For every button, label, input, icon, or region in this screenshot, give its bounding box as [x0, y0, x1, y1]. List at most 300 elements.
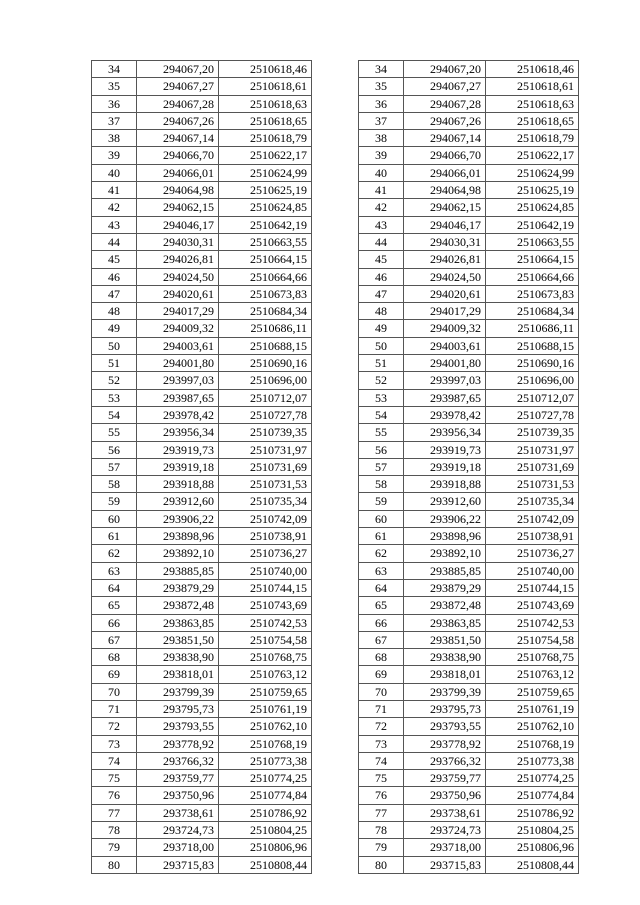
point-number-cell: 47: [92, 285, 137, 302]
point-number-cell: 70: [92, 683, 137, 700]
point-number-cell: 67: [359, 631, 404, 648]
y-coordinate-cell: 2510808,44: [219, 856, 312, 873]
point-number-cell: 80: [359, 856, 404, 873]
x-coordinate-cell: 294009,32: [404, 320, 486, 337]
table-row: [359, 545, 579, 562]
y-coordinate-cell: 2510618,65: [219, 112, 312, 129]
y-coordinate-cell: 2510618,46: [219, 61, 312, 78]
point-number-cell: 75: [92, 770, 137, 787]
x-coordinate-cell: 293724,73: [404, 822, 486, 839]
table-row: [359, 441, 579, 458]
table-row: [359, 355, 579, 372]
x-coordinate-cell: 293918,88: [404, 476, 486, 493]
y-coordinate-cell: 2510664,66: [219, 268, 312, 285]
table-row: [92, 389, 312, 406]
y-coordinate-cell: 2510712,07: [219, 389, 312, 406]
table-row: [359, 199, 579, 216]
x-coordinate-cell: 293978,42: [137, 406, 219, 423]
y-coordinate-cell: 2510624,99: [486, 164, 579, 181]
table-row: [359, 406, 579, 423]
point-number-cell: 80: [92, 856, 137, 873]
table-row: [359, 700, 579, 717]
y-coordinate-cell: 2510731,69: [486, 458, 579, 475]
table-row: [359, 320, 579, 337]
table-row: [359, 130, 579, 147]
point-number-cell: 41: [92, 182, 137, 199]
table-row: [359, 597, 579, 614]
table-row: [359, 510, 579, 527]
point-number-cell: 74: [92, 752, 137, 769]
y-coordinate-cell: 2510759,65: [219, 683, 312, 700]
y-coordinate-cell: 2510618,65: [486, 112, 579, 129]
x-coordinate-cell: 294064,98: [404, 182, 486, 199]
x-coordinate-cell: 293987,65: [404, 389, 486, 406]
point-number-cell: 67: [92, 631, 137, 648]
table-row: [92, 579, 312, 596]
y-coordinate-cell: 2510624,99: [219, 164, 312, 181]
x-coordinate-cell: 293919,73: [137, 441, 219, 458]
y-coordinate-cell: 2510768,75: [219, 649, 312, 666]
y-coordinate-cell: 2510761,19: [486, 700, 579, 717]
x-coordinate-cell: 293778,92: [404, 735, 486, 752]
point-number-cell: 66: [359, 614, 404, 631]
x-coordinate-cell: 293919,73: [404, 441, 486, 458]
y-coordinate-cell: 2510740,00: [219, 562, 312, 579]
table-row: [92, 752, 312, 769]
point-number-cell: 71: [359, 700, 404, 717]
point-number-cell: 71: [92, 700, 137, 717]
y-coordinate-cell: 2510618,61: [486, 78, 579, 95]
point-number-cell: 52: [359, 372, 404, 389]
table-row: [359, 752, 579, 769]
y-coordinate-cell: 2510690,16: [486, 355, 579, 372]
x-coordinate-cell: 293997,03: [404, 372, 486, 389]
point-number-cell: 55: [92, 424, 137, 441]
y-coordinate-cell: 2510763,12: [486, 666, 579, 683]
x-coordinate-cell: 293851,50: [137, 631, 219, 648]
table-row: [359, 372, 579, 389]
point-number-cell: 70: [359, 683, 404, 700]
y-coordinate-cell: 2510768,19: [486, 735, 579, 752]
table-row: [92, 78, 312, 95]
y-coordinate-cell: 2510806,96: [486, 839, 579, 856]
x-coordinate-cell: 294024,50: [137, 268, 219, 285]
table-row: [359, 164, 579, 181]
y-coordinate-cell: 2510684,34: [219, 303, 312, 320]
y-coordinate-cell: 2510690,16: [219, 355, 312, 372]
table-row: [92, 458, 312, 475]
table-row: [359, 389, 579, 406]
point-number-cell: 39: [92, 147, 137, 164]
y-coordinate-cell: 2510742,09: [219, 510, 312, 527]
point-number-cell: 35: [359, 78, 404, 95]
y-coordinate-cell: 2510739,35: [219, 424, 312, 441]
table-row: [92, 355, 312, 372]
y-coordinate-cell: 2510686,11: [486, 320, 579, 337]
point-number-cell: 44: [92, 233, 137, 250]
point-number-cell: 36: [92, 95, 137, 112]
y-coordinate-cell: 2510774,84: [486, 787, 579, 804]
table-row: [92, 562, 312, 579]
point-number-cell: 61: [359, 528, 404, 545]
y-coordinate-cell: 2510686,11: [219, 320, 312, 337]
point-number-cell: 72: [92, 718, 137, 735]
point-number-cell: 35: [92, 78, 137, 95]
x-coordinate-cell: 293759,77: [137, 770, 219, 787]
table-row: [359, 216, 579, 233]
point-number-cell: 77: [92, 804, 137, 821]
table-row: [359, 78, 579, 95]
y-coordinate-cell: 2510731,69: [219, 458, 312, 475]
x-coordinate-cell: 293851,50: [404, 631, 486, 648]
table-row: [359, 493, 579, 510]
table-row: [92, 528, 312, 545]
y-coordinate-cell: 2510618,61: [219, 78, 312, 95]
x-coordinate-cell: 293912,60: [404, 493, 486, 510]
y-coordinate-cell: 2510696,00: [486, 372, 579, 389]
point-number-cell: 48: [359, 303, 404, 320]
y-coordinate-cell: 2510773,38: [219, 752, 312, 769]
y-coordinate-cell: 2510742,53: [219, 614, 312, 631]
point-number-cell: 43: [359, 216, 404, 233]
point-number-cell: 51: [359, 355, 404, 372]
table-row: [359, 804, 579, 821]
point-number-cell: 79: [359, 839, 404, 856]
x-coordinate-cell: 293778,92: [137, 735, 219, 752]
table-row: [359, 614, 579, 631]
table-row: [359, 61, 579, 78]
x-coordinate-cell: 293885,85: [137, 562, 219, 579]
table-row: [92, 441, 312, 458]
table-row: [92, 61, 312, 78]
y-coordinate-cell: 2510806,96: [219, 839, 312, 856]
table-row: [359, 631, 579, 648]
x-coordinate-cell: 293892,10: [137, 545, 219, 562]
table-row: [92, 233, 312, 250]
y-coordinate-cell: 2510786,92: [486, 804, 579, 821]
x-coordinate-cell: 293892,10: [404, 545, 486, 562]
table-row: [359, 424, 579, 441]
table-row: [92, 320, 312, 337]
point-number-cell: 65: [359, 597, 404, 614]
point-number-cell: 69: [359, 666, 404, 683]
x-coordinate-cell: 294064,98: [137, 182, 219, 199]
point-number-cell: 68: [359, 649, 404, 666]
table-row: [92, 614, 312, 631]
table-row: [92, 735, 312, 752]
table-row: [359, 683, 579, 700]
table-row: [359, 337, 579, 354]
point-number-cell: 49: [359, 320, 404, 337]
table-row: [359, 562, 579, 579]
point-number-cell: 51: [92, 355, 137, 372]
table-row: [359, 822, 579, 839]
x-coordinate-cell: 294067,20: [404, 61, 486, 78]
point-number-cell: 46: [359, 268, 404, 285]
y-coordinate-cell: 2510762,10: [486, 718, 579, 735]
x-coordinate-cell: 294001,80: [404, 355, 486, 372]
point-number-cell: 66: [92, 614, 137, 631]
x-coordinate-cell: 293766,32: [404, 752, 486, 769]
point-number-cell: 73: [359, 735, 404, 752]
x-coordinate-cell: 294046,17: [404, 216, 486, 233]
table-row: [359, 303, 579, 320]
y-coordinate-cell: 2510696,00: [219, 372, 312, 389]
point-number-cell: 37: [92, 112, 137, 129]
point-number-cell: 39: [359, 147, 404, 164]
table-row: [92, 787, 312, 804]
y-coordinate-cell: 2510742,09: [486, 510, 579, 527]
y-coordinate-cell: 2510742,53: [486, 614, 579, 631]
y-coordinate-cell: 2510731,53: [486, 476, 579, 493]
x-coordinate-cell: 294067,26: [404, 112, 486, 129]
y-coordinate-cell: 2510736,27: [486, 545, 579, 562]
x-coordinate-cell: 294067,28: [137, 95, 219, 112]
y-coordinate-cell: 2510688,15: [486, 337, 579, 354]
y-coordinate-cell: 2510740,00: [486, 562, 579, 579]
point-number-cell: 75: [359, 770, 404, 787]
x-coordinate-cell: 293879,29: [404, 579, 486, 596]
table-row: [92, 303, 312, 320]
y-coordinate-cell: 2510618,46: [486, 61, 579, 78]
point-number-cell: 62: [359, 545, 404, 562]
x-coordinate-cell: 293956,34: [404, 424, 486, 441]
y-coordinate-cell: 2510754,58: [486, 631, 579, 648]
point-number-cell: 58: [359, 476, 404, 493]
point-number-cell: 57: [92, 458, 137, 475]
point-number-cell: 63: [359, 562, 404, 579]
point-number-cell: 76: [359, 787, 404, 804]
x-coordinate-cell: 293799,39: [137, 683, 219, 700]
table-row: [359, 285, 579, 302]
point-number-cell: 53: [359, 389, 404, 406]
point-number-cell: 74: [359, 752, 404, 769]
point-number-cell: 36: [359, 95, 404, 112]
x-coordinate-cell: 294001,80: [137, 355, 219, 372]
point-number-cell: 78: [359, 822, 404, 839]
x-coordinate-cell: 293956,34: [137, 424, 219, 441]
point-number-cell: 78: [92, 822, 137, 839]
y-coordinate-cell: 2510808,44: [486, 856, 579, 873]
y-coordinate-cell: 2510664,15: [219, 251, 312, 268]
y-coordinate-cell: 2510663,55: [219, 233, 312, 250]
point-number-cell: 55: [359, 424, 404, 441]
x-coordinate-cell: 294026,81: [137, 251, 219, 268]
x-coordinate-cell: 293718,00: [404, 839, 486, 856]
table-row: [359, 839, 579, 856]
x-coordinate-cell: 294066,70: [137, 147, 219, 164]
x-coordinate-cell: 293906,22: [137, 510, 219, 527]
table-row: [92, 199, 312, 216]
table-row: [92, 510, 312, 527]
x-coordinate-cell: 294067,27: [137, 78, 219, 95]
y-coordinate-cell: 2510664,66: [486, 268, 579, 285]
x-coordinate-cell: 294062,15: [137, 199, 219, 216]
y-coordinate-cell: 2510786,92: [219, 804, 312, 821]
y-coordinate-cell: 2510625,19: [486, 182, 579, 199]
point-number-cell: 49: [92, 320, 137, 337]
y-coordinate-cell: 2510754,58: [219, 631, 312, 648]
y-coordinate-cell: 2510618,63: [219, 95, 312, 112]
table-row: [359, 147, 579, 164]
x-coordinate-cell: 293838,90: [137, 649, 219, 666]
point-number-cell: 45: [359, 251, 404, 268]
table-row: [359, 95, 579, 112]
x-coordinate-cell: 294020,61: [404, 285, 486, 302]
table-row: [92, 631, 312, 648]
x-coordinate-cell: 294066,70: [404, 147, 486, 164]
x-coordinate-cell: 294017,29: [137, 303, 219, 320]
y-coordinate-cell: 2510727,78: [486, 406, 579, 423]
y-coordinate-cell: 2510763,12: [219, 666, 312, 683]
y-coordinate-cell: 2510731,97: [219, 441, 312, 458]
table-row: [92, 285, 312, 302]
table-row: [359, 666, 579, 683]
x-coordinate-cell: 293912,60: [137, 493, 219, 510]
x-coordinate-cell: 293885,85: [404, 562, 486, 579]
point-number-cell: 38: [92, 130, 137, 147]
point-number-cell: 59: [92, 493, 137, 510]
table-row: [359, 182, 579, 199]
x-coordinate-cell: 293715,83: [137, 856, 219, 873]
y-coordinate-cell: 2510642,19: [486, 216, 579, 233]
x-coordinate-cell: 293799,39: [404, 683, 486, 700]
y-coordinate-cell: 2510731,97: [486, 441, 579, 458]
y-coordinate-cell: 2510774,84: [219, 787, 312, 804]
y-coordinate-cell: 2510673,83: [486, 285, 579, 302]
table-row: [92, 839, 312, 856]
point-number-cell: 34: [92, 61, 137, 78]
x-coordinate-cell: 293766,32: [137, 752, 219, 769]
table-row: [92, 130, 312, 147]
table-row: [359, 718, 579, 735]
x-coordinate-cell: 293793,55: [137, 718, 219, 735]
y-coordinate-cell: 2510736,27: [219, 545, 312, 562]
table-row: [92, 683, 312, 700]
table-row: [359, 112, 579, 129]
table-row: [359, 579, 579, 596]
x-coordinate-cell: 293793,55: [404, 718, 486, 735]
y-coordinate-cell: 2510624,85: [219, 199, 312, 216]
table-row: [359, 233, 579, 250]
table-row: [359, 458, 579, 475]
coordinate-table-left: [91, 60, 312, 874]
table-row: [92, 700, 312, 717]
y-coordinate-cell: 2510762,10: [219, 718, 312, 735]
table-row: [359, 528, 579, 545]
table-row: [92, 268, 312, 285]
x-coordinate-cell: 293919,18: [404, 458, 486, 475]
table-row: [92, 95, 312, 112]
x-coordinate-cell: 293738,61: [404, 804, 486, 821]
y-coordinate-cell: 2510622,17: [486, 147, 579, 164]
y-coordinate-cell: 2510774,25: [486, 770, 579, 787]
y-coordinate-cell: 2510744,15: [486, 579, 579, 596]
point-number-cell: 40: [92, 164, 137, 181]
table-row: [92, 251, 312, 268]
point-number-cell: 42: [92, 199, 137, 216]
y-coordinate-cell: 2510773,38: [486, 752, 579, 769]
y-coordinate-cell: 2510618,79: [486, 130, 579, 147]
coordinate-table-right: [358, 60, 579, 874]
y-coordinate-cell: 2510624,85: [486, 199, 579, 216]
point-number-cell: 69: [92, 666, 137, 683]
x-coordinate-cell: 294067,20: [137, 61, 219, 78]
table-row: [92, 822, 312, 839]
x-coordinate-cell: 294020,61: [137, 285, 219, 302]
table-row: [359, 268, 579, 285]
x-coordinate-cell: 293906,22: [404, 510, 486, 527]
y-coordinate-cell: 2510664,15: [486, 251, 579, 268]
point-number-cell: 63: [92, 562, 137, 579]
y-coordinate-cell: 2510768,19: [219, 735, 312, 752]
table-row: [92, 424, 312, 441]
point-number-cell: 38: [359, 130, 404, 147]
table-row: [359, 770, 579, 787]
x-coordinate-cell: 294024,50: [404, 268, 486, 285]
point-number-cell: 68: [92, 649, 137, 666]
point-number-cell: 56: [359, 441, 404, 458]
table-row: [92, 112, 312, 129]
coordinate-table-right-body: [359, 61, 579, 874]
table-row: [92, 856, 312, 873]
x-coordinate-cell: 294067,26: [137, 112, 219, 129]
x-coordinate-cell: 294067,14: [137, 130, 219, 147]
point-number-cell: 59: [359, 493, 404, 510]
point-number-cell: 41: [359, 182, 404, 199]
y-coordinate-cell: 2510712,07: [486, 389, 579, 406]
point-number-cell: 43: [92, 216, 137, 233]
table-row: [92, 476, 312, 493]
x-coordinate-cell: 294046,17: [137, 216, 219, 233]
table-row: [359, 476, 579, 493]
x-coordinate-cell: 293724,73: [137, 822, 219, 839]
x-coordinate-cell: 293918,88: [137, 476, 219, 493]
x-coordinate-cell: 294067,28: [404, 95, 486, 112]
x-coordinate-cell: 293795,73: [404, 700, 486, 717]
table-row: [92, 337, 312, 354]
x-coordinate-cell: 294026,81: [404, 251, 486, 268]
table-row: [359, 856, 579, 873]
y-coordinate-cell: 2510622,17: [219, 147, 312, 164]
x-coordinate-cell: 293919,18: [137, 458, 219, 475]
y-coordinate-cell: 2510743,69: [219, 597, 312, 614]
point-number-cell: 50: [359, 337, 404, 354]
x-coordinate-cell: 293978,42: [404, 406, 486, 423]
table-row: [359, 735, 579, 752]
x-coordinate-cell: 294003,61: [137, 337, 219, 354]
x-coordinate-cell: 293759,77: [404, 770, 486, 787]
x-coordinate-cell: 293872,48: [137, 597, 219, 614]
y-coordinate-cell: 2510759,65: [486, 683, 579, 700]
point-number-cell: 42: [359, 199, 404, 216]
x-coordinate-cell: 293997,03: [137, 372, 219, 389]
x-coordinate-cell: 293838,90: [404, 649, 486, 666]
table-row: [92, 770, 312, 787]
point-number-cell: 60: [92, 510, 137, 527]
point-number-cell: 40: [359, 164, 404, 181]
coordinate-table-left-body: [92, 61, 312, 874]
point-number-cell: 61: [92, 528, 137, 545]
x-coordinate-cell: 293750,96: [404, 787, 486, 804]
table-row: [359, 649, 579, 666]
point-number-cell: 57: [359, 458, 404, 475]
point-number-cell: 48: [92, 303, 137, 320]
table-row: [359, 787, 579, 804]
table-row: [92, 545, 312, 562]
table-row: [92, 493, 312, 510]
point-number-cell: 54: [359, 406, 404, 423]
